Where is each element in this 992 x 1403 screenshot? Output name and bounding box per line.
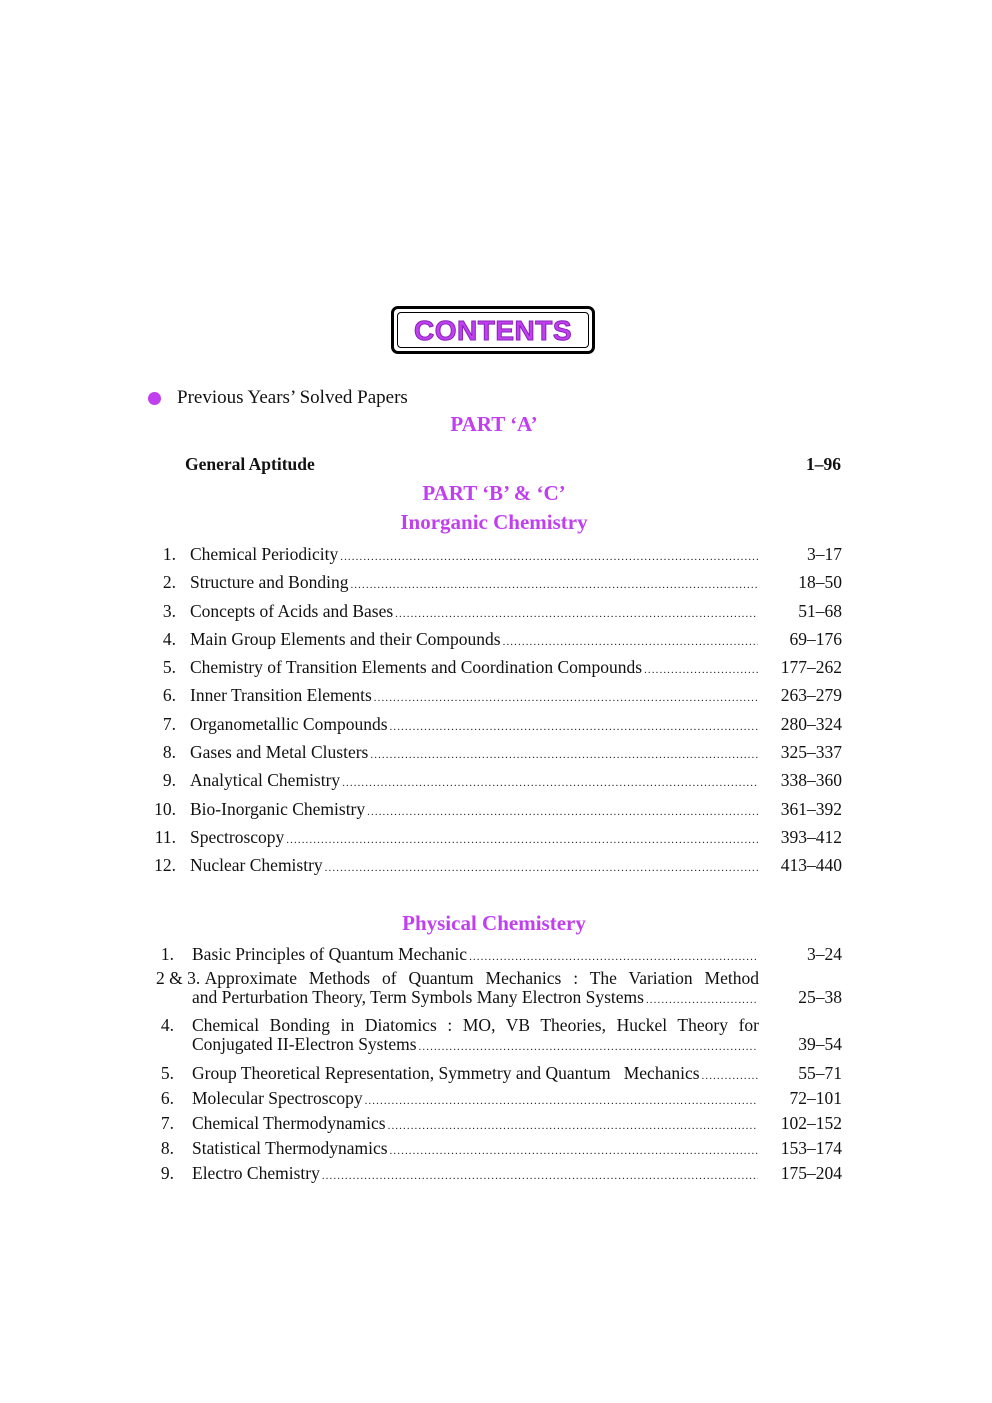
dot-leader (395, 600, 758, 628)
entry-title: Bio-Inorganic Chemistry (190, 798, 366, 819)
entry-title-line2: and Perturbation Theory, Term Symbols Many Electron Systems (192, 987, 644, 1007)
entry-number: 6. (160, 1088, 174, 1108)
dot-leader (388, 1114, 758, 1139)
entry-title: Gases and Metal Clusters (190, 742, 369, 763)
toc-entry[interactable] (140, 1061, 842, 1086)
entry-pages: 175–204 (780, 1163, 842, 1183)
entry-title: Group Theoretical Representation, Symmetry and Quantum Mechanics (192, 1063, 700, 1083)
entry-title: Chemistry of Transition Elements and Coordination Compounds (190, 657, 643, 678)
entry-pages: 393–412 (780, 826, 842, 847)
entry-number: 7. (162, 713, 176, 734)
entry-number: 3. (162, 600, 176, 621)
entry-number: 4. (162, 628, 176, 649)
page-title: CONTENTS (414, 315, 572, 346)
bullet-item-label: Previous Years’ Solved Papers (177, 387, 408, 408)
entry-pages: 25–38 (798, 987, 842, 1007)
entry-title: Spectroscopy (190, 826, 285, 847)
toc-entry[interactable] (140, 1016, 842, 1057)
entry-pages: 72–101 (789, 1088, 842, 1108)
toc-entry[interactable] (140, 597, 842, 625)
entry-title-line2: Conjugated II-Electron Systems (192, 1034, 417, 1054)
entry-pages: 3–24 (807, 944, 842, 964)
dot-leader (286, 826, 758, 854)
toc-entry[interactable] (140, 795, 842, 823)
entry-title: Chemical Thermodynamics (192, 1113, 386, 1133)
entry-number: 7. (160, 1113, 174, 1133)
part-bc-heading: PART ‘B’ & ‘C’ (422, 481, 566, 505)
dot-leader (325, 854, 758, 882)
toc-entry[interactable] (140, 823, 842, 851)
toc-entry[interactable] (156, 969, 842, 1010)
entry-title: Chemical Periodicity (190, 544, 339, 564)
toc-entry[interactable] (140, 1161, 842, 1186)
entry-pages: 263–279 (780, 685, 842, 706)
dot-leader (370, 741, 758, 769)
entry-number: 11. (154, 826, 176, 847)
contents-title-box (391, 306, 595, 354)
entry-number: 2. (162, 572, 176, 593)
toc-entry[interactable] (140, 766, 842, 794)
entry-pages: 102–152 (780, 1113, 842, 1133)
entry-title: Concepts of Acids and Bases (190, 600, 394, 621)
entry-title-line1: Chemical Bonding in Diatomics : MO, VB Theories, Huckel Theory for (192, 1015, 759, 1035)
entry-number: 2 & 3. (156, 968, 201, 988)
entry-pages: 338–360 (780, 770, 842, 791)
bullet-item (148, 387, 408, 409)
dot-leader (350, 571, 758, 599)
entry-number: 4. (160, 1015, 174, 1035)
entry-title: Organometallic Compounds (190, 713, 388, 734)
entry-number: 1. (160, 944, 174, 964)
entry-number: 9. (160, 1163, 174, 1183)
toc-entry[interactable] (140, 710, 842, 738)
entry-number: 5. (162, 657, 176, 678)
entry-number: 8. (162, 742, 176, 763)
entry-number: 12. (154, 855, 176, 876)
entry-title: Inner Transition Elements (190, 685, 372, 706)
dot-leader (469, 945, 758, 970)
dot-leader (365, 1089, 758, 1114)
entry-title: General Aptitude (185, 454, 315, 474)
toc-entry-general-aptitude[interactable] (185, 454, 841, 475)
entry-pages: 3–17 (807, 544, 842, 564)
toc-entry[interactable] (140, 540, 842, 568)
toc-entry[interactable] (140, 1086, 842, 1111)
dot-leader (702, 1064, 758, 1089)
toc-entry[interactable] (140, 942, 842, 967)
toc-entry[interactable] (140, 1136, 842, 1161)
inorganic-chemistry-heading: Inorganic Chemistry (400, 510, 588, 534)
bullet-dot-icon (148, 392, 161, 405)
entry-pages: 325–337 (780, 742, 842, 763)
part-a-heading: PART ‘A’ (450, 412, 538, 436)
dot-leader (644, 656, 758, 684)
entry-pages: 413–440 (780, 855, 842, 876)
entry-number: 8. (160, 1138, 174, 1158)
entry-pages: 1–96 (806, 454, 841, 474)
entry-title: Nuclear Chemistry (190, 855, 323, 876)
entry-pages: 51–68 (798, 600, 842, 621)
entry-title-line1: Approximate Methods of Quantum Mechanics : The Variation Method (204, 968, 759, 988)
entry-number: 1. (162, 544, 176, 564)
entry-title: Statistical Thermodynamics (192, 1138, 388, 1158)
entry-pages: 153–174 (780, 1138, 842, 1158)
dot-leader (340, 543, 758, 571)
physical-chemistry-heading: Physical Chemistery (402, 911, 586, 935)
entry-title: Basic Principles of Quantum Mechanic (192, 944, 468, 964)
physical-toc-list (140, 942, 842, 1186)
toc-entry[interactable] (140, 653, 842, 681)
entry-title: Analytical Chemistry (190, 770, 341, 791)
inorganic-toc-list (140, 540, 842, 880)
dot-leader (367, 798, 758, 826)
toc-entry[interactable] (140, 568, 842, 596)
entry-pages: 39–54 (798, 1034, 842, 1054)
entry-title: Electro Chemistry (192, 1163, 320, 1183)
entry-title: Structure and Bonding (190, 572, 349, 593)
entry-title: Molecular Spectroscopy (192, 1088, 363, 1108)
dot-leader (322, 1164, 758, 1189)
dot-leader (374, 684, 758, 712)
toc-entry[interactable] (140, 738, 842, 766)
entry-number: 5. (160, 1063, 174, 1083)
toc-entry[interactable] (140, 625, 842, 653)
dot-leader (419, 1038, 758, 1057)
entry-number: 9. (162, 770, 176, 791)
entry-pages: 361–392 (780, 798, 842, 819)
entry-pages: 177–262 (780, 657, 842, 678)
entry-pages: 55–71 (798, 1063, 842, 1083)
entry-pages: 18–50 (798, 572, 842, 593)
entry-number: 10. (154, 798, 176, 819)
entry-title: Main Group Elements and their Compounds (190, 628, 501, 649)
dot-leader (342, 769, 758, 797)
dot-leader (503, 628, 758, 656)
dot-leader (390, 713, 759, 741)
entry-pages: 69–176 (789, 628, 842, 649)
toc-entry[interactable] (140, 681, 842, 709)
entry-pages: 280–324 (780, 713, 842, 734)
toc-entry[interactable] (140, 851, 842, 879)
toc-entry[interactable] (140, 1111, 842, 1136)
dot-leader (646, 991, 758, 1010)
dot-leader (390, 1139, 758, 1164)
entry-number: 6. (162, 685, 176, 706)
